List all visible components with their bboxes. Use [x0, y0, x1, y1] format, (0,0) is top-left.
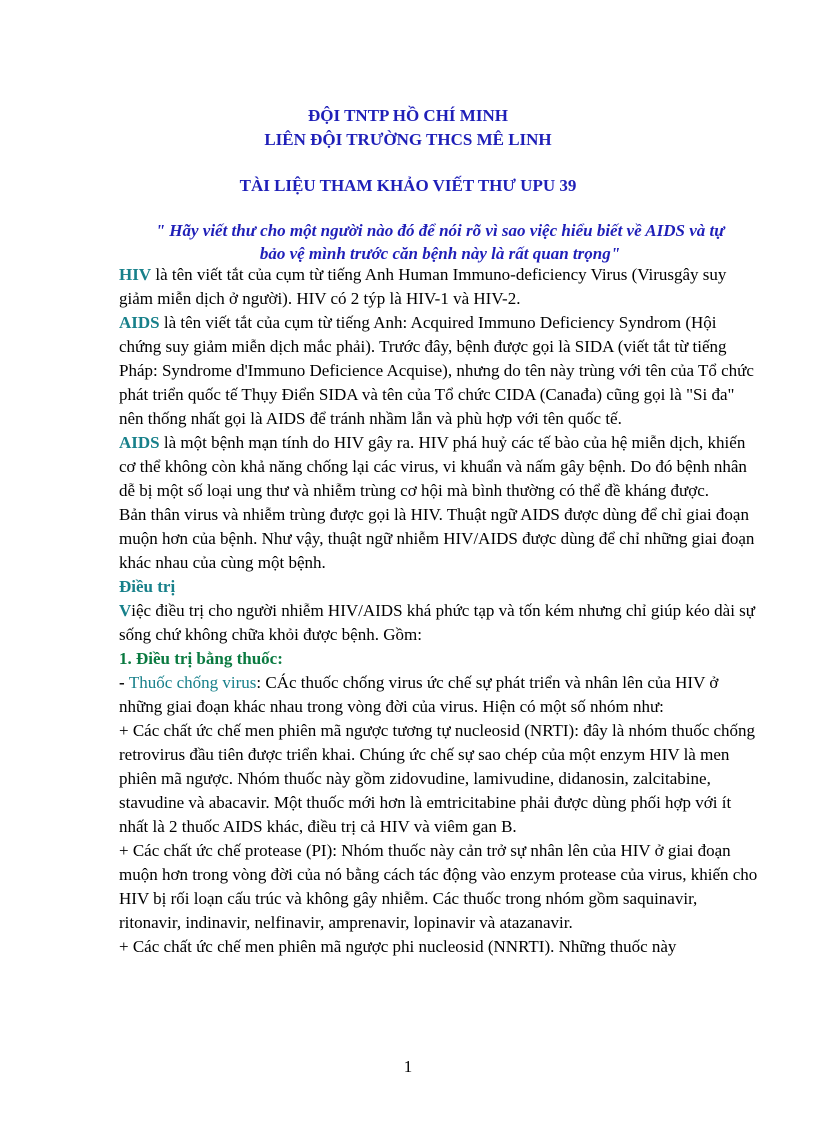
paragraph-aids-definition	[119, 311, 759, 431]
term-antiviral: Thuốc chống virus	[128, 673, 257, 692]
paragraph-antiviral	[119, 671, 759, 719]
term-hiv: HIV	[119, 265, 152, 284]
section-heading-drug-treatment: 1. Điều trị bằng thuốc:	[119, 649, 283, 668]
paragraph-aids-disease	[119, 431, 759, 503]
section-heading-treatment: Điều trị	[119, 577, 176, 596]
paragraph-text: : CÁc thuốc chống virus ức chế sự phát triển và nhân lên của HIV ở những giai đoạn khác nhau trong vòng đời của virus. Hiện có một số nhóm như:	[119, 673, 719, 716]
org-line-2: LIÊN ĐỘI TRƯỜNG THCS MÊ LINH	[264, 130, 552, 149]
paragraph-text: iệc điều trị cho người nhiễm HIV/AIDS khá phức tạp và tốn kém nhưng chỉ giúp kéo dài sự sống chứ không chữa khỏi được bệnh. Gồm:	[119, 601, 756, 644]
quote-line-2: bảo vệ mình trước căn bệnh này là rất quan trọng"	[259, 244, 621, 263]
paragraph-text: là tên viết tắt của cụm từ tiếng Anh: Acquired Immuno Deficiency Syndrom (Hội chứng suy giảm miễn dịch mắc phải). Trước đây, bệnh được gọi là SIDA (viết tắt từ tiếng Pháp: Syndrome d'Immuno Deficience Acquise), nhưng do tên này trùng với tên của Tổ chức phát triển quốc tế Thụy Điển SIDA và tên của Tổ chức CIDA (Canađa) cũng gọi là "Si đa" nên thống nhất gọi là AIDS để tránh nhầm lẫn và phù hợp với tên quốc tế.	[119, 313, 754, 428]
paragraph-text: là một bệnh mạn tính do HIV gây ra. HIV phá huỷ các tế bào của hệ miễn dịch, khiến cơ thể không còn khả năng chống lại các virus, vi khuẩn và nấm gây bệnh. Do đó bệnh nhân dễ bị một số loại ung thư và nhiễm trùng cơ hội mà bình thường có thể đề kháng được.	[119, 433, 747, 500]
page-number: 1	[403, 1057, 413, 1076]
term-aids: AIDS	[119, 313, 160, 332]
paragraph-pi: + Các chất ức chế protease (PI): Nhóm thuốc này cản trở sự nhân lên của HIV ở giai đoạn muộn hơn trong vòng đời của nó bằng cách tác động vào enzym protease của virus, khiến cho HIV bị rối loạn cấu trúc và không gây nhiễm. Các thuốc trong nhóm gồm saquinavir, ritonavir, indinavir, nelfinavir, amprenavir, lopinavir và atazanavir.	[119, 841, 758, 932]
paragraph-nrti: + Các chất ức chế men phiên mã ngược tương tự nucleosid (NRTI): đây là nhóm thuốc chống retrovirus đầu tiên được triển khai. Chúng ức chế sự sao chép của một enzym HIV là men phiên mã ngược. Nhóm thuốc này gồm zidovudine, lamivudine, didanosin, zalcitabine, stavudine và abacavir. Một thuốc mới hơn là emtricitabine phải được dùng phối hợp với ít nhất là 2 thuốc AIDS khác, điều trị cả HIV và viêm gan B.	[119, 721, 756, 836]
paragraph-treatment-intro	[119, 599, 759, 647]
paragraph-text: là tên viết tắt của cụm từ tiếng Anh Human Immuno-deficiency Virus (Virusgây suy giảm miễn dịch ở người). HIV có 2 týp là HIV-1 và HIV-2.	[119, 265, 727, 308]
quote-line-1: " Hãy viết thư cho một người nào đó để nói rõ vì sao việc hiểu biết về AIDS và tự	[155, 221, 725, 240]
dash-marker: -	[119, 673, 129, 692]
paragraph-terminology: Bản thân virus và nhiễm trùng được gọi là HIV. Thuật ngữ AIDS được dùng để chỉ giai đoạn muộn hơn của bệnh. Như vậy, thuật ngữ nhiễm HIV/AIDS được dùng để chỉ những giai đoạn khác nhau của cùng một bệnh.	[119, 505, 755, 572]
drop-initial: V	[119, 601, 132, 620]
document-title: TÀI LIỆU THAM KHẢO VIẾT THƯ UPU 39	[239, 176, 577, 195]
paragraph-hiv	[119, 263, 759, 311]
org-line-1: ĐỘI TNTP HỒ CHÍ MINH	[308, 106, 508, 125]
paragraph-nnrti: + Các chất ức chế men phiên mã ngược phi nucleosid (NNRTI). Những thuốc này	[119, 937, 677, 956]
document-body	[119, 263, 759, 959]
term-aids: AIDS	[119, 433, 160, 452]
